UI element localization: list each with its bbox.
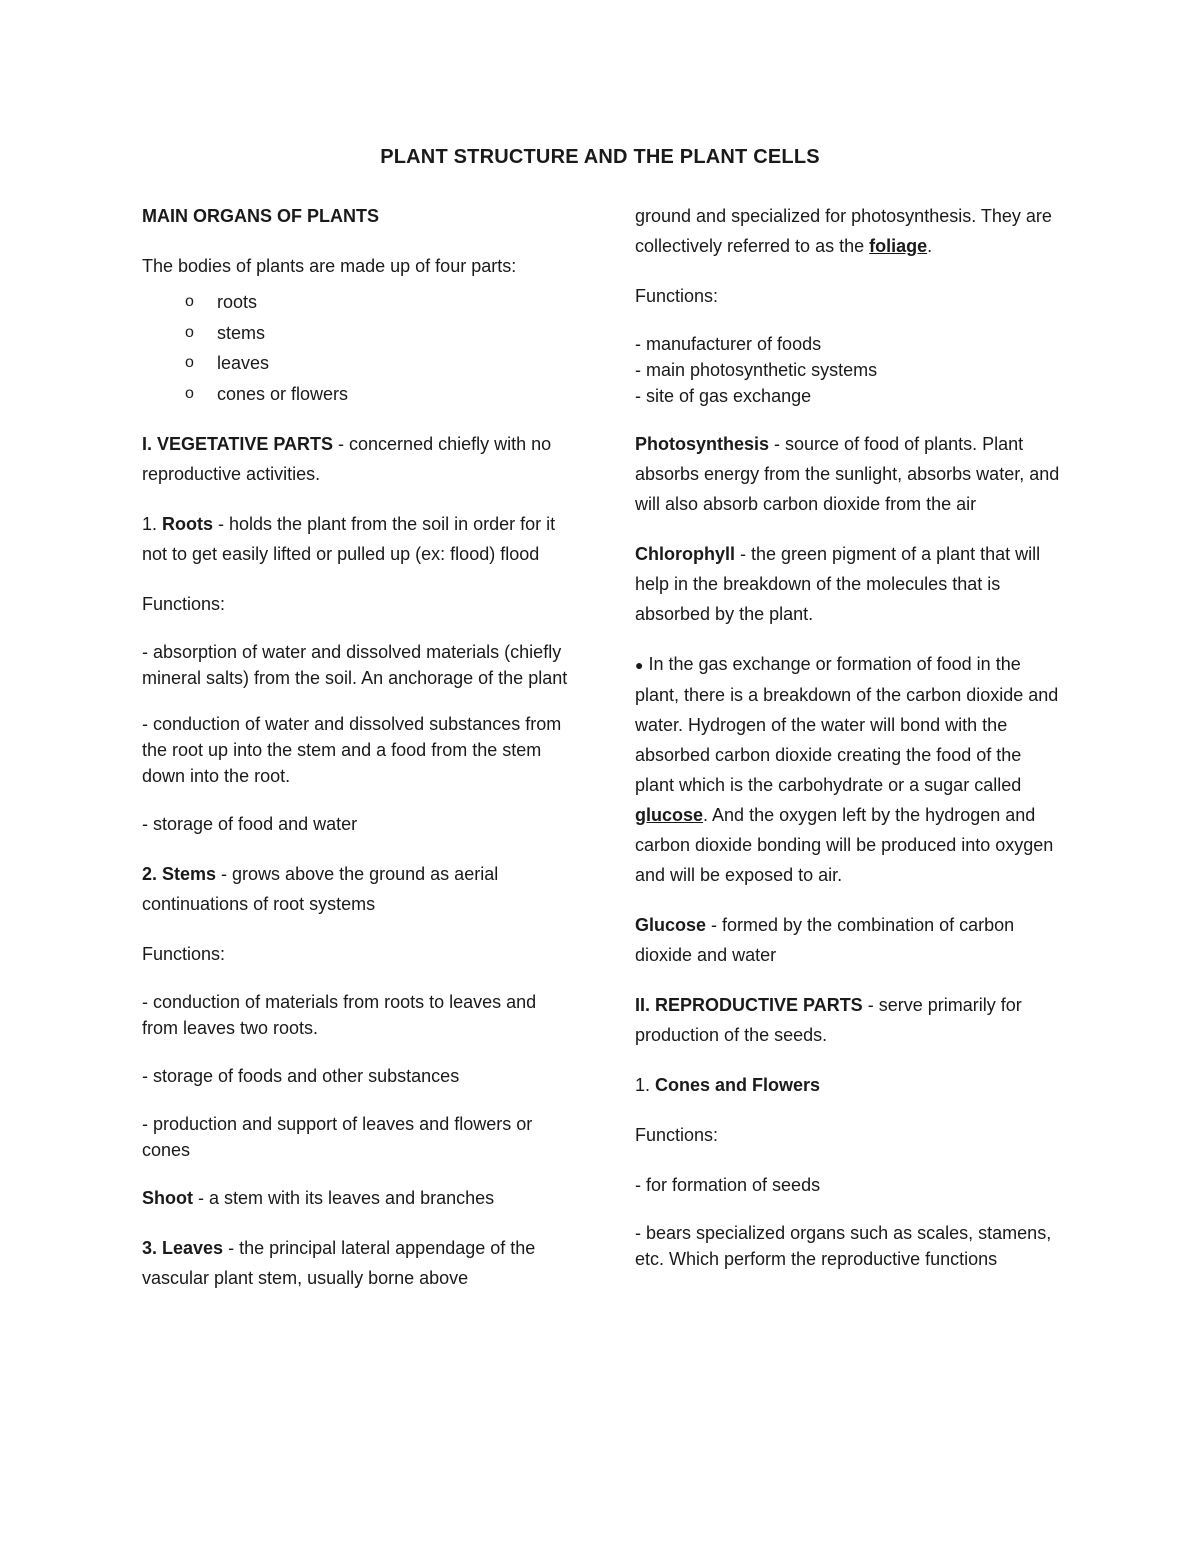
intro-paragraph: The bodies of plants are made up of four parts:	[142, 256, 517, 276]
vegetative-parts-paragraph	[142, 429, 572, 489]
bullet-icon: o	[185, 384, 194, 402]
vegetative-parts-desc: - concerned chiefly with no reproductive activities.	[142, 434, 552, 484]
photosynthesis-term: Photosynthesis	[635, 434, 770, 454]
photosynthesis-desc: - source of food of plants. Plant absorbs energy from the sunlight, absorbs water, and will also absorb carbon dioxide from the air	[635, 434, 1060, 514]
leaves-function-2: - main photosynthetic systems	[635, 360, 878, 380]
glucose-desc: - formed by the combination of carbon dioxide and water	[635, 915, 1015, 965]
stems-function-1: - conduction of materials from roots to leaves and from leaves two roots.	[142, 992, 537, 1038]
reproductive-parts-paragraph	[635, 990, 1065, 1050]
main-organs-heading-text: MAIN ORGANS OF PLANTS	[142, 206, 379, 226]
shoot-desc: - a stem with its leaves and branches	[193, 1188, 495, 1208]
list-item	[142, 379, 572, 410]
stems-functions-label: Functions:	[142, 944, 226, 964]
vegetative-parts-heading: I. VEGETATIVE PARTS	[142, 434, 334, 454]
roots-functions-label: Functions:	[142, 594, 226, 614]
bullet-icon: o	[185, 293, 194, 310]
stems-desc: - grows above the ground as aerial continuations of root systems	[142, 864, 499, 914]
left-column	[142, 201, 572, 1293]
cones-function-2: - bears specialized organs such as scales, stamens, etc. Which perform the reproductive functions	[635, 1223, 1052, 1269]
leaves-paragraph	[142, 1233, 572, 1293]
gas-exchange-paragraph	[635, 649, 1065, 890]
list-item-text: cones or flowers	[217, 383, 349, 404]
list-item-text: leaves	[217, 353, 270, 373]
leaves-desc: - the principal lateral appendage of the vascular plant stem, usually borne above	[142, 1238, 536, 1288]
list-item-text: roots	[217, 292, 258, 312]
stems-number: 2.	[142, 864, 163, 884]
foliage-term: foliage	[869, 236, 928, 256]
leaves-continued-text: ground and specialized for photosynthesis. They are collectively referred to as the	[635, 206, 1052, 256]
chlorophyll-desc: - the green pigment of a plant that will help in the breakdown of the molecules that is absorbed by the plant.	[635, 544, 1041, 624]
chlorophyll-term: Chlorophyll	[635, 544, 735, 564]
roots-function-1: - absorption of water and dissolved materials (chiefly mineral salts) from the soil. An anchorage of the plant	[142, 642, 568, 688]
shoot-paragraph	[142, 1183, 572, 1213]
cones-function-1: - for formation of seeds	[635, 1175, 821, 1195]
list-item	[142, 318, 572, 349]
stems-paragraph	[142, 859, 572, 919]
reproductive-parts-heading: II. REPRODUCTIVE PARTS	[635, 995, 863, 1015]
roots-term: Roots	[162, 514, 214, 534]
cones-flowers-term: Cones and Flowers	[655, 1075, 821, 1095]
list-item	[142, 348, 572, 379]
bullet-icon: o	[185, 354, 194, 371]
right-column	[635, 201, 1065, 1272]
period-text: .	[927, 236, 933, 256]
stems-function-3: - production and support of leaves and flowers or cones	[142, 1114, 533, 1160]
roots-number: 1.	[142, 514, 163, 534]
stems-function-2: - storage of foods and other substances	[142, 1066, 460, 1086]
roots-paragraph	[142, 509, 572, 569]
list-item-text: stems	[217, 322, 266, 343]
cones-flowers-paragraph	[635, 1070, 1065, 1100]
shoot-term: Shoot	[142, 1188, 193, 1208]
gas-exchange-text: In the gas exchange or formation of food in the plant, there is a breakdown of the carbon dioxide and water. Hydrogen of the water will bond with the absorbed carbon dioxide creating the food of the plant which is the carbohydrate or a sugar called	[635, 654, 1059, 795]
bullet-dot-icon: ●	[635, 657, 644, 673]
cones-number: 1.	[635, 1075, 656, 1095]
cones-functions-label: Functions:	[635, 1125, 719, 1145]
reproductive-parts-desc: - serve primarily for production of the seeds.	[635, 995, 1022, 1045]
chlorophyll-paragraph	[635, 539, 1065, 629]
glucose-paragraph	[635, 910, 1065, 970]
roots-function-3: - storage of food and water	[142, 814, 358, 834]
glucose-term: Glucose	[635, 915, 707, 935]
list-item	[142, 287, 572, 318]
leaves-number: 3.	[142, 1238, 163, 1258]
bullet-icon: o	[185, 323, 194, 341]
photosynthesis-paragraph	[635, 429, 1065, 519]
gas-exchange-text-end: . And the oxygen left by the hydrogen and carbon dioxide bonding will be produced into oxygen and will be exposed to air.	[635, 805, 1054, 885]
leaves-continued-paragraph	[635, 201, 1065, 261]
leaves-function-1: - manufacturer of foods	[635, 334, 822, 354]
main-organs-heading	[142, 201, 572, 231]
stems-term: Stems	[162, 864, 217, 884]
leaves-function-3: - site of gas exchange	[635, 386, 812, 406]
leaves-term: Leaves	[162, 1238, 224, 1258]
roots-desc: - holds the plant from the soil in order for it not to get easily lifted or pulled up (ex: flood) flood	[142, 514, 556, 564]
document-title: PLANT STRUCTURE AND THE PLANT CELLS	[380, 146, 820, 168]
glucose-word: glucose	[635, 805, 704, 825]
roots-function-2: - conduction of water and dissolved substances from the root up into the stem and a food from the stem down into the root.	[142, 714, 562, 786]
plant-parts-list	[142, 287, 572, 409]
leaves-functions-label: Functions:	[635, 286, 719, 306]
